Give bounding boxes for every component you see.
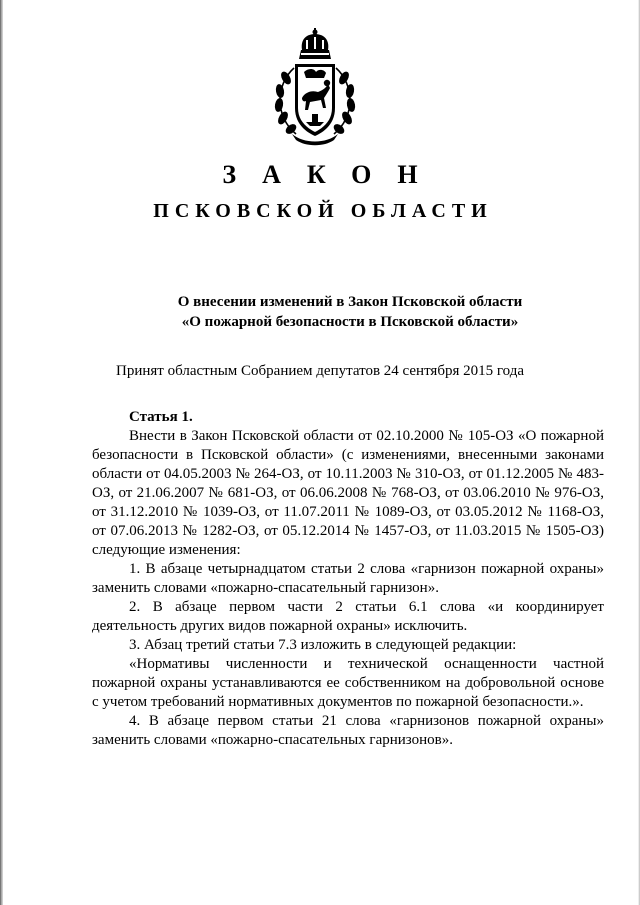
law-subject <box>150 292 550 332</box>
article-title: Статья 1. <box>129 409 193 425</box>
law-title: ЗАКОН <box>222 160 444 189</box>
adoption-statement: Принят областным Собранием депутатов 24 сентября 2015 года <box>115 363 525 379</box>
article-item: 1. В абзаце четырнадцатом статьи 2 слова «гарнизон пожарной охраны» заменить словами «пожарно-спасательный гарнизон». <box>92 561 604 596</box>
pskov-coat-of-arms-icon <box>268 28 362 148</box>
law-subject-line: «О пожарной безопасности в Псковской области» <box>181 314 519 330</box>
article-item-quote: «Нормативы численности и технической оснащенности частной пожарной охраны устанавливаются ее собственником на добровольной основе с учетом требований нормативных документов по пожарной безопасности.». <box>92 656 604 710</box>
region-title: ПСКОВСКОЙ ОБЛАСТИ <box>153 200 493 222</box>
article-item: 4. В абзаце первом статьи 21 слова «гарнизонов пожарной охраны» заменить словами «пожарно-спасательных гарнизонов». <box>92 713 604 748</box>
law-subject-line: О внесении изменений в Закон Псковской области <box>177 294 523 310</box>
article-intro: Внести в Закон Псковской области от 02.10.2000 № 105-ОЗ «О пожарной безопасности в Псковской области» (с изменениями, внесенными законами области от 04.05.2003 № 264-ОЗ, от 10.11.2003 № 310-ОЗ, от 01.12.2005 № 483-ОЗ, от 21.06.2007 № 681-ОЗ, от 06.06.2008 № 768-ОЗ, от 03.06.2010 № 976-ОЗ, от 31.12.2010 № 1039-ОЗ, от 11.07.2011 № 1089-ОЗ, от 03.05.2012 № 1168-ОЗ, от 07.06.2013 № 1282-ОЗ, от 05.12.2014 № 1457-ОЗ, от 11.03.2015 № 1505-ОЗ) следующие изменения: <box>92 428 604 558</box>
article-body <box>92 408 604 750</box>
article-item: 2. В абзаце первом части 2 статьи 6.1 слова «и координирует деятельность других видов пожарной охраны» исключить. <box>92 599 604 634</box>
article-item: 3. Абзац третий статьи 7.3 изложить в следующей редакции: <box>129 637 517 653</box>
scan-edge <box>0 0 3 905</box>
